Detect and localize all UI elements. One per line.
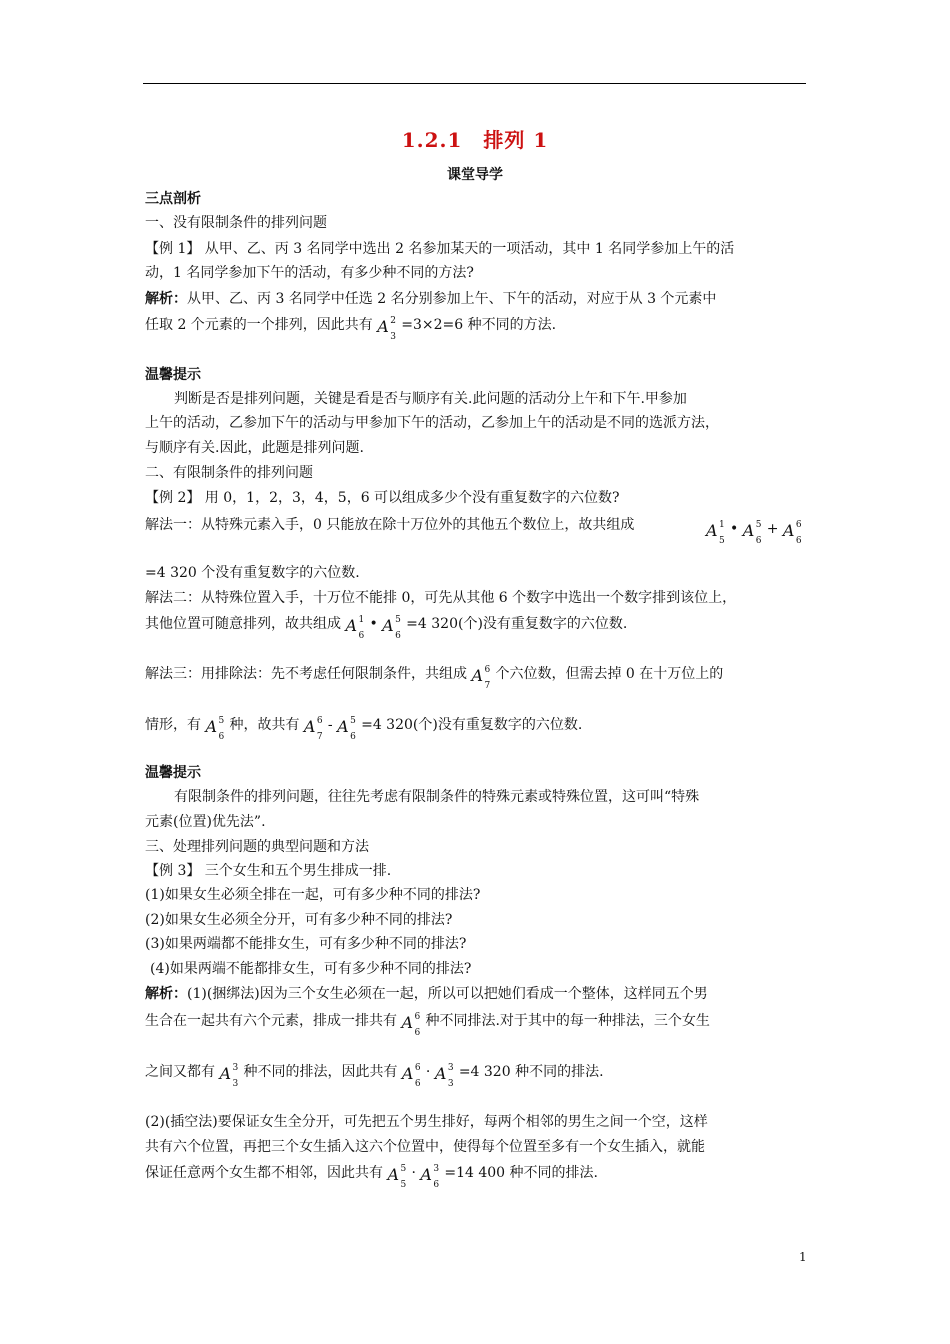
- question-2: (2)如果女生必须全分开，可有多少种不同的排法?: [145, 912, 453, 928]
- solution-line: [145, 316, 557, 342]
- header-rule: [143, 83, 806, 84]
- tip-heading: 温馨提示: [145, 765, 201, 781]
- example-3-line: 【例 3】 三个女生和五个男生排成一排.: [145, 863, 392, 879]
- solution-line: 生合在一起共有六个元素，排成一排共有 A 6 6 种不同排法.对于其中的每一种排法，三个女生: [145, 1012, 710, 1038]
- example-1-line: 动，1 名同学参加下午的活动，有多少种不同的方法?: [145, 265, 474, 281]
- question-1: (1)如果女生必须全排在一起，可有多少种不同的排法?: [145, 887, 481, 903]
- tip-text: 与顺序有关.因此，此题是排列问题.: [145, 440, 364, 456]
- page-number: 1: [799, 1250, 807, 1264]
- solution-line: 共有六个位置，再把三个女生插入这六个位置中，使得每个位置至多有一个女生插入，就能: [145, 1139, 705, 1155]
- page-subtitle: 课堂导学: [447, 167, 503, 183]
- formula-A32: A 2 3: [377, 316, 396, 342]
- solution-text: 任取 2 个元素的一个排列，因此共有: [145, 317, 373, 333]
- section-heading: 三点剖析: [145, 191, 201, 207]
- tip-text: 判断是否是排列问题，关键是看是否与顺序有关.此问题的活动分上午和下午.甲参加: [174, 391, 687, 407]
- example-1-line: 【例 1】 从甲、乙、丙 3 名同学中选出 2 名参加某天的一项活动，其中 1 名同学参加上午的活: [145, 241, 735, 257]
- tip-text: 元素(位置)优先法”.: [145, 814, 266, 830]
- solution-line: [145, 290, 716, 308]
- solution-line: 之间又都有 A 3 3 种不同的排法，因此共有 A 6 6 · A 3 3 =4 320 种不同的排法.: [145, 1063, 604, 1089]
- solution-label: 解析：: [145, 291, 187, 307]
- tip-text: 有限制条件的排列问题，往往先考虑有限制条件的特殊元素或特殊位置，这可叫“特殊: [174, 789, 700, 805]
- method-1-line: 解法一：从特殊元素入手，0 只能放在除十万位外的其他五个数位上，故共组成: [145, 517, 635, 533]
- method-2-line: 其他位置可随意排列，故共组成 A 1 6 • A 5 6 =4 320(个)没有重复数字的六位数.: [145, 615, 628, 641]
- question-3: (3)如果两端都不能排女生，可有多少种不同的排法?: [145, 936, 467, 952]
- formula-method-1: A 1 5 • A 5 6 + A 6 6: [706, 520, 802, 546]
- solution-text: 从甲、乙、丙 3 名同学中任选 2 名分别参加上午、下午的活动，对应于从 3 个元素中: [187, 291, 717, 307]
- method-1-line: =4 320 个没有重复数字的六位数.: [145, 565, 360, 581]
- solution-text: =3×2=6 种不同的方法.: [401, 317, 557, 333]
- question-4: (4)如果两端不能都排女生，可有多少种不同的排法?: [150, 961, 472, 977]
- solution-line: 解析：(1)(捆绑法)因为三个女生必须在一起，所以可以把她们看成一个整体，这样同五个男: [145, 986, 708, 1002]
- method-3-line: 情形，有 A 5 6 种，故共有 A 6 7 - A 5 6 =4 320(个)没有重复数字的六位数.: [145, 716, 583, 742]
- subsection-heading: 二、有限制条件的排列问题: [145, 465, 313, 481]
- page-title: 1.2.1 排列 1: [401, 128, 549, 152]
- solution-line: (2)(插空法)要保证女生全分开，可先把五个男生排好，每两个相邻的男生之间一个空，这样: [145, 1114, 708, 1130]
- subsection-heading: 三、处理排列问题的典型问题和方法: [145, 839, 369, 855]
- method-3-line: 解法三：用排除法：先不考虑任何限制条件，共组成 A 6 7 个六位数，但需去掉 0 在十万位上的: [145, 665, 724, 691]
- method-2-line: 解法二：从特殊位置入手，十万位不能排 0，可先从其他 6 个数字中选出一个数字排到该位上，: [145, 590, 737, 606]
- subsection-heading: 一、没有限制条件的排列问题: [145, 215, 327, 231]
- solution-line: 保证任意两个女生都不相邻，因此共有 A 5 5 · A 3 6 =14 400 种不同的排法.: [145, 1164, 598, 1190]
- tip-heading: 温馨提示: [145, 367, 201, 383]
- tip-text: 上午的活动，乙参加下午的活动与甲参加下午的活动，乙参加上午的活动是不同的选派方法，: [145, 415, 719, 431]
- example-2-line: 【例 2】 用 0，1，2，3，4，5，6 可以组成多少个没有重复数字的六位数?: [145, 490, 620, 506]
